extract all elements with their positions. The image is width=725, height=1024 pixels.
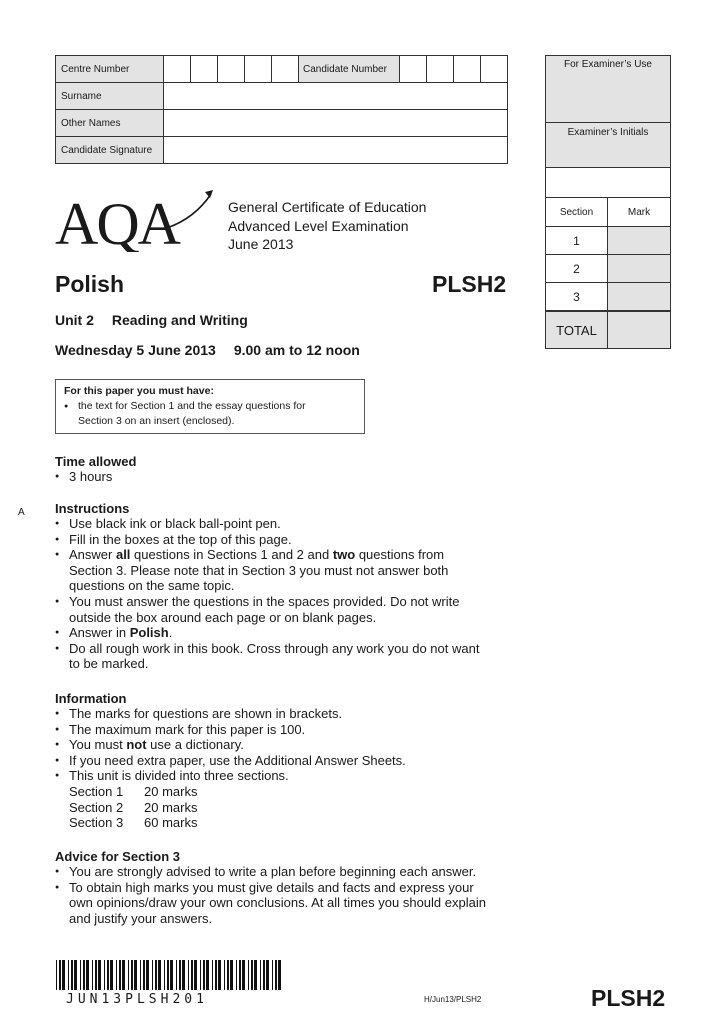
centre-candidate-row xyxy=(56,56,508,83)
barcode-text: JUN13PLSH201 xyxy=(66,992,208,1007)
list-item: ● the text for Section 1 and the essay questions for Section 3 on an insert (enclosed). xyxy=(64,399,356,429)
information-list xyxy=(55,706,515,831)
candidate-number-box[interactable] xyxy=(400,56,427,83)
total-row xyxy=(546,311,670,348)
materials-title: For this paper you must have: xyxy=(64,385,214,397)
advice-list xyxy=(55,864,515,926)
advice-block xyxy=(55,849,515,926)
unit-number: Unit 2 xyxy=(55,312,94,328)
list-item: ● If you need extra paper, use the Additional Answer Sheets. xyxy=(55,753,515,769)
section-row xyxy=(546,283,670,311)
list-item: ● Answer all questions in Sections 1 and 2 and two questions from Section 3. Please note that in Section 3 you must not answer both questions on the same topic. xyxy=(55,547,515,594)
paper-reference: H/Jun13/PLSH2 xyxy=(424,995,482,1004)
signature-row xyxy=(56,137,508,164)
list-item: ● To obtain high marks you must give details and facts and express your own opinions/draw your own conclusions. At all times you should explain and justify your answers. xyxy=(55,880,515,927)
logo-text: AQA xyxy=(55,191,179,252)
qualification: General Certificate of Education xyxy=(228,199,427,215)
section-number: 1 xyxy=(546,227,608,254)
list-item: ● Answer in Polish. xyxy=(55,625,515,641)
other-names-field[interactable] xyxy=(164,110,508,137)
materials-box xyxy=(55,379,365,434)
exam-date: Wednesday 5 June 2013 xyxy=(55,342,216,358)
paper-code: PLSH2 xyxy=(432,271,507,297)
section-marks: Section 1 20 marks xyxy=(69,783,198,799)
instructions-heading: Instructions xyxy=(55,501,130,516)
list-item: ● This unit is divided into three sections. xyxy=(55,768,515,784)
section-marks: Section 3 60 marks xyxy=(69,815,198,831)
mark-field[interactable] xyxy=(608,227,670,254)
instructions-block xyxy=(55,501,515,672)
subject-title: Polish xyxy=(55,271,125,297)
candidate-number-box[interactable] xyxy=(427,56,454,83)
surname-field[interactable] xyxy=(164,83,508,110)
information-block xyxy=(55,691,515,831)
advice-heading: Advice for Section 3 xyxy=(55,849,180,864)
time-allowed-block xyxy=(55,454,515,485)
margin-mark: A xyxy=(18,507,25,518)
time-allowed-heading: Time allowed xyxy=(55,454,137,469)
level: Advanced Level Examination xyxy=(228,217,409,234)
list-item: ● The marks for questions are shown in brackets. xyxy=(55,706,515,722)
unit-line xyxy=(55,312,248,328)
signature-field[interactable] xyxy=(164,137,508,164)
examiner-use-label: For Examiner’s Use xyxy=(546,56,670,123)
surname-row xyxy=(56,83,508,110)
section-header: Section xyxy=(546,198,608,226)
section-row xyxy=(546,255,670,283)
mark-header: Mark xyxy=(627,206,651,218)
list-item: ● Fill in the boxes at the top of this page. xyxy=(55,532,515,548)
section-row xyxy=(546,227,670,255)
examiner-header-row xyxy=(546,198,670,227)
total-label: TOTAL xyxy=(546,312,608,348)
candidate-number-box[interactable] xyxy=(454,56,481,83)
unit-title: Reading and Writing xyxy=(111,312,248,328)
list-item: ● The maximum mark for this paper is 100. xyxy=(55,722,515,738)
other-names-label: Other Names xyxy=(56,110,164,137)
list-item: ● 3 hours xyxy=(55,469,515,485)
centre-number-box[interactable] xyxy=(164,56,191,83)
list-item: ● You must answer the questions in the spaces provided. Do not write outside the box around each page or on blank pages. xyxy=(55,594,515,625)
centre-number-box[interactable] xyxy=(218,56,245,83)
aqa-logo xyxy=(55,188,215,252)
centre-number-box[interactable] xyxy=(245,56,272,83)
surname-label: Surname xyxy=(56,83,164,110)
centre-number-box[interactable] xyxy=(191,56,218,83)
candidate-number-box[interactable] xyxy=(481,56,508,83)
examiner-initials-field[interactable] xyxy=(546,168,670,198)
list-item: ● Use black ink or black ball-point pen. xyxy=(55,516,515,532)
examiner-initials-label: Examiner’s Initials xyxy=(546,123,670,168)
candidate-details-table xyxy=(55,55,508,164)
list-item: ● You are strongly advised to write a plan before beginning each answer. xyxy=(55,864,515,880)
candidate-number-label: Candidate Number xyxy=(299,56,400,83)
section-number: 3 xyxy=(546,283,608,310)
section-number: 2 xyxy=(546,255,608,282)
list-item: ● You must not use a dictionary. xyxy=(55,737,515,753)
centre-number-label: Centre Number xyxy=(56,56,164,83)
section-marks: Section 2 20 marks xyxy=(69,799,198,815)
instructions-list xyxy=(55,516,515,672)
session: June 2013 xyxy=(228,236,294,252)
time-allowed-list xyxy=(55,469,515,485)
information-heading: Information xyxy=(55,691,127,706)
qualification-block xyxy=(228,198,426,254)
materials-list xyxy=(64,399,356,429)
paper-code-footer: PLSH2 xyxy=(591,985,666,1011)
date-line xyxy=(55,342,360,358)
exam-time: 9.00 am to 12 noon xyxy=(233,342,360,358)
total-field[interactable] xyxy=(608,312,670,348)
list-item: ● Do all rough work in this book. Cross through any work you do not want to be marked. xyxy=(55,641,515,672)
other-names-row xyxy=(56,110,508,137)
barcode xyxy=(56,960,286,990)
signature-label: Candidate Signature xyxy=(56,137,164,164)
examiner-box xyxy=(545,55,671,349)
mark-field[interactable] xyxy=(608,283,670,310)
centre-number-box[interactable] xyxy=(272,56,299,83)
mark-field[interactable] xyxy=(608,255,670,282)
